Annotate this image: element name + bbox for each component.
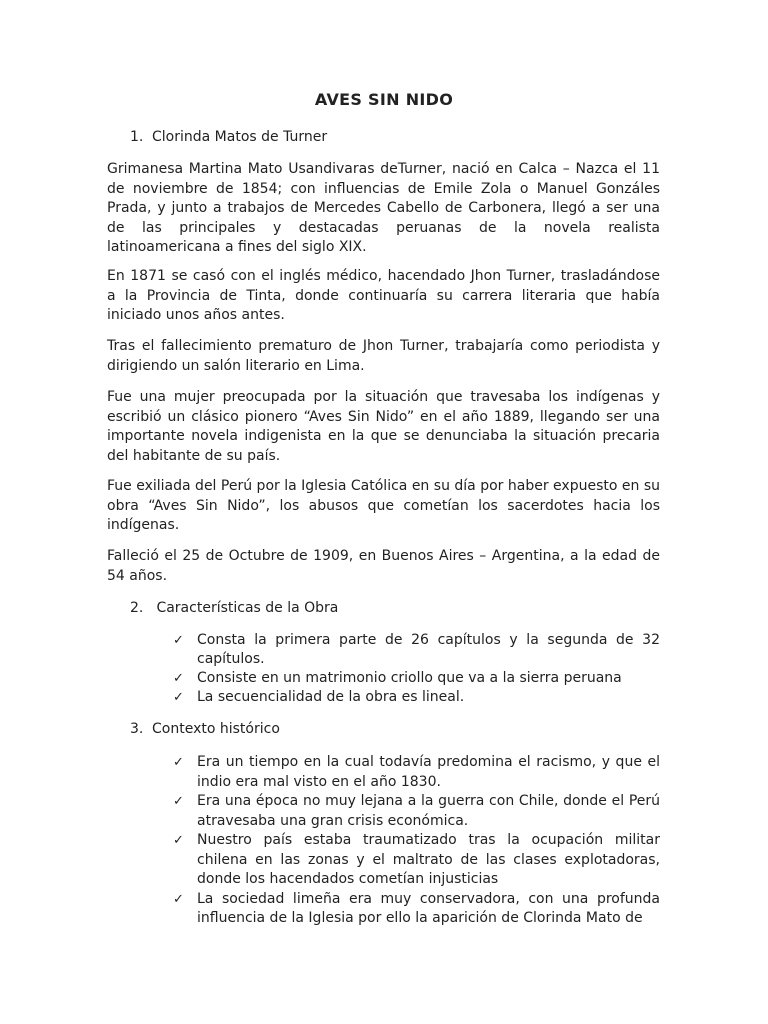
list-item: ✓ Consiste en un matrimonio criollo que va a la sierra peruana — [173, 670, 622, 686]
section-label: Contexto histórico — [152, 721, 280, 737]
paragraph-biography: Grimanesa Martina Mato Usandivaras deTurner, nació en Calca – Nazca el 11 de noviembre de 1854; con influencias de Emile Zola o Manuel Gonzáles Prada, y junto a trabajos de Mercedes Cabello de Carbonera, llegó a ser una de las principales y destacadas peruanas de la novela realista latinoamericana a fines del siglo XIX. — [107, 161, 660, 255]
paragraph-exile: Fue exiliada del Perú por la Iglesia Católica en su día por haber expuesto en su obra “Aves Sin Nido”, los abusos que cometían los sacerdotes hacia los indígenas. — [107, 478, 660, 533]
section-heading-2 — [130, 598, 338, 618]
contexto-list — [173, 753, 660, 929]
paragraph-marriage: En 1871 se casó con el inglés médico, hacendado Jhon Turner, trasladándose a la Provincia de Tinta, donde continuaría su carrera literaria que había iniciado unos años antes. — [107, 268, 660, 323]
checkmark-icon: ✓ — [173, 755, 184, 770]
checkmark-icon: ✓ — [173, 794, 184, 809]
section-heading-3 — [130, 719, 280, 739]
checkmark-icon: ✓ — [173, 633, 184, 648]
section-label: Clorinda Matos de Turner — [152, 129, 328, 145]
paragraph-novel: Fue una mujer preocupada por la situación que travesaba los indígenas y escribió un clásico pionero “Aves Sin Nido” en el año 1889, llegando ser una importante novela indigenista en la que se denunciaba la situación precaria del habitante de su país. — [107, 389, 660, 464]
section-number: 2. — [130, 600, 144, 616]
checkmark-icon: ✓ — [173, 671, 184, 686]
section-label: Características de la Obra — [152, 600, 339, 616]
document-title: AVES SIN NIDO — [314, 90, 454, 109]
checkmark-icon: ✓ — [173, 833, 184, 848]
list-item: ✓ La secuencialidad de la obra es lineal. — [173, 689, 465, 705]
section-number: 1. — [130, 129, 144, 145]
section-heading-1 — [130, 127, 327, 147]
section-number: 3. — [130, 721, 144, 737]
paragraph-death: Falleció el 25 de Octubre de 1909, en Buenos Aires – Argentina, a la edad de 54 años. — [107, 548, 660, 584]
caracteristicas-list — [173, 631, 660, 707]
list-item: ✓ Nuestro país estaba traumatizado tras la ocupación militar chilena en las zonas y el maltrato de las clases explotadoras, donde los hacendados cometían injusticias — [173, 832, 660, 887]
list-item: ✓ Era un tiempo en la cual todavía predomina el racismo, y que el indio era mal visto en el año 1830. — [173, 754, 660, 790]
list-item: ✓ Consta la primera parte de 26 capítulos y la segunda de 32 capítulos. — [173, 632, 660, 667]
checkmark-icon: ✓ — [173, 891, 184, 907]
paragraph-widowhood: Tras el fallecimiento prematuro de Jhon Turner, trabajaría como periodista y dirigiendo un salón literario en Lima. — [107, 338, 660, 374]
checkmark-icon: ✓ — [173, 690, 184, 705]
list-item: ✓ La sociedad limeña era muy conservadora, con una profunda influencia de la Iglesia por ello la aparición de Clorinda Mato de — [173, 890, 660, 926]
list-item: ✓ Era una época no muy lejana a la guerra con Chile, donde el Perú atravesaba una gran crisis económica. — [173, 793, 660, 829]
